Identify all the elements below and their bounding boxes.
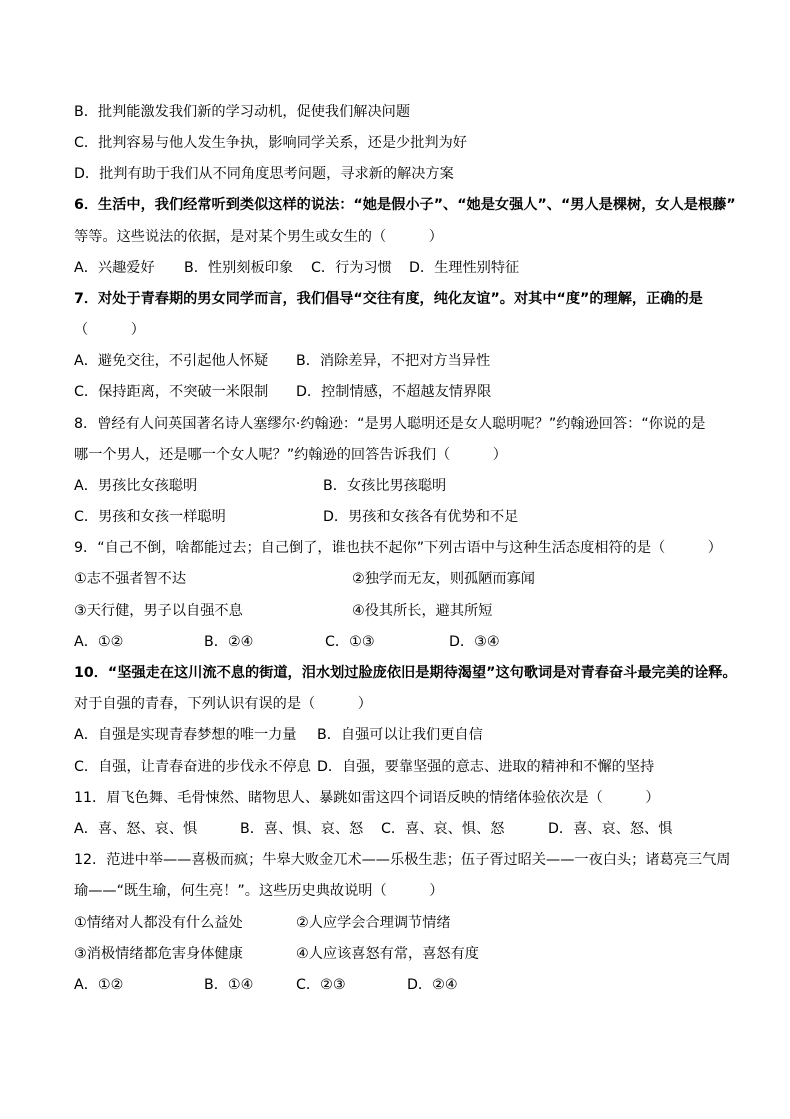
text-segment: ③消极情绪都危害身体健康 [74, 946, 243, 962]
text-segment: ③天行健，男子以自强不息 [74, 603, 243, 619]
text-segment: B．自强可以让我们更自信 [317, 727, 483, 743]
text-segment: D．喜、哀、怒、惧 [548, 821, 673, 837]
text-segment: C．①③ [325, 634, 375, 650]
text-segment: C．批判容易与他人发生争执，影响同学关系，还是少批判为好 [74, 135, 467, 151]
text-segment: ②人应学会合理调节情绪 [296, 915, 451, 931]
text-segment: B．性别刻板印象 [184, 260, 294, 276]
text-segment: ②独学而无友，则孤陋而寡闻 [352, 571, 535, 587]
text-segment: 6．生活中，我们经常听到类似这样的说法：“她是假小子”、“她是女强人”、“男人是棵树，女人是根藤” [74, 197, 736, 213]
text-segment: A．①② [74, 977, 124, 993]
text-segment: B．喜、惧、哀、怒 [240, 821, 364, 837]
text-segment: B．女孩比男孩聪明 [323, 478, 447, 494]
text-segment: D．自强，要靠坚强的意志、进取的精神和不懈的坚持 [317, 759, 655, 775]
text-segment: 7．对处于青春期的男女同学而言，我们倡导“交往有度，纯化友谊”。对其中“度”的理解，正确的是 [74, 291, 703, 307]
text-segment: A．自强是实现青春梦想的唯一力量 [74, 727, 297, 743]
text-segment: D．生理性别特征 [409, 260, 520, 276]
text-segment: D．②④ [407, 977, 458, 993]
text-segment: B．消除差异，不把对方当异性 [296, 353, 491, 369]
text-segment: 对于自强的青春，下列认识有误的是（ ） [74, 696, 372, 712]
text-segment: B．①④ [204, 977, 254, 993]
text-segment: 12．范进中举——喜极而疯；牛皋大败金兀术——乐极生悲；伍子胥过昭关——一夜白头；诸葛亮三气周 [74, 852, 731, 868]
text-segment: C．男孩和女孩一样聪明 [74, 509, 226, 525]
text-segment: C．行为习惯 [311, 260, 392, 276]
text-segment: 10．“坚强走在这川流不息的街道，泪水划过脸庞依旧是期待渴望”这句歌词是对青春奋斗最完美的诠释。 [74, 665, 737, 681]
text-segment: D．控制情感，不超越友情界限 [296, 384, 492, 400]
text-segment: B．②④ [204, 634, 254, 650]
text-segment: C．②③ [296, 977, 346, 993]
text-segment: ④役其所长，避其所短 [352, 603, 493, 619]
text-segment: ④人应该喜怒有常，喜怒有度 [296, 946, 479, 962]
text-segment: 11．眉飞色舞、毛骨悚然、睹物思人、暴跳如雷这四个词语反映的情绪体验依次是（ ） [74, 790, 660, 806]
text-segment: C．自强，让青春奋进的步伐永不停息 [74, 759, 311, 775]
text-segment: A．避免交往，不引起他人怀疑 [74, 353, 269, 369]
text-segment: 9．“自己不倒，啥都能过去；自己倒了，谁也扶不起你”下列古语中与这种生活态度相符的是（ ） [74, 540, 722, 556]
text-segment: ①志不强者智不达 [74, 571, 187, 587]
text-segment: 8．曾经有人问英国著名诗人塞缪尔·约翰逊：“是男人聪明还是女人聪明呢？”约翰逊回答：“你说的是 [74, 416, 706, 432]
text-segment: A．兴趣爱好 [74, 260, 155, 276]
text-segment: 等等。这些说法的依据，是对某个男生或女生的（ ） [74, 229, 443, 245]
text-segment: D．批判有助于我们从不同角度思考问题，寻求新的解决方案 [74, 166, 454, 182]
text-segment: C．喜、哀、惧、怒 [381, 821, 505, 837]
text-segment: A．喜、怒、哀、惧 [74, 821, 198, 837]
text-segment: B．批判能激发我们新的学习动机，促使我们解决问题 [74, 104, 411, 120]
text-segment: C．保持距离，不突破一米限制 [74, 384, 269, 400]
text-segment: 瑜——“既生瑜，何生亮！”。这些历史典故说明（ ） [74, 883, 444, 899]
text-segment: A．男孩比女孩聪明 [74, 478, 198, 494]
text-segment: D．③④ [449, 634, 500, 650]
text-segment: 哪一个男人，还是哪一个女人呢？”约翰逊的回答告诉我们（ ） [74, 447, 507, 463]
text-segment: D．男孩和女孩各有优势和不足 [323, 509, 519, 525]
text-segment: ①情绪对人都没有什么益处 [74, 915, 243, 931]
text-segment: （ ） [74, 322, 145, 338]
text-segment: A．①② [74, 634, 124, 650]
